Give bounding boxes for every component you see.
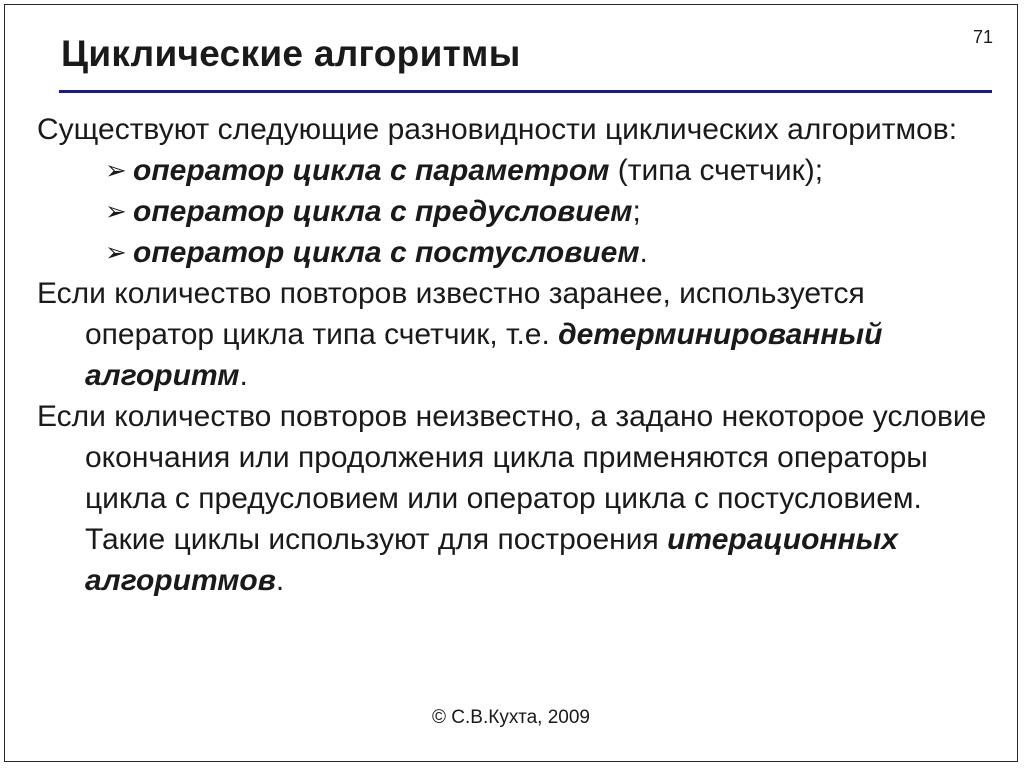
unknown-count-paragraph: [37, 396, 997, 601]
para3-text: Если количество повторов неизвестно, а задано некоторое условие окончания или продолжения цикла применяются операторы цикла с предусловием или оператор цикла с постусловием. Такие циклы используют для построения: [37, 400, 987, 556]
bullet-rest: .: [639, 236, 648, 269]
bullet-emphasis: оператор цикла с постусловием: [133, 236, 640, 269]
para2-text: Если количество повторов известно заранее, используется оператор цикла типа счетчик, т.е.: [37, 277, 865, 351]
title-rule: [59, 90, 992, 93]
para2-emphasis: детерминированный алгоритм: [85, 318, 883, 392]
list-item: [37, 191, 997, 232]
bullet-emphasis: оператор цикла с предусловием: [133, 195, 633, 228]
slide-body: [37, 109, 997, 601]
arrow-bullet-icon: ➢: [105, 196, 127, 226]
slide: [4, 4, 1018, 762]
list-item: [37, 150, 997, 191]
loop-types-list: [37, 150, 997, 273]
known-count-paragraph: [37, 273, 997, 396]
slide-title: Циклические алгоритмы: [61, 33, 521, 74]
intro-text: Существуют следующие разновидности циклических алгоритмов:: [37, 113, 958, 146]
bullet-rest: ;: [632, 195, 641, 228]
footer-copyright: © С.В.Кухта, 2009: [432, 707, 590, 728]
intro-paragraph: [37, 109, 997, 150]
arrow-bullet-icon: ➢: [105, 237, 127, 267]
para3-end: .: [275, 564, 285, 597]
para2-end: .: [239, 359, 248, 392]
para3-emphasis: итерационных алгоритмов: [85, 523, 898, 597]
arrow-bullet-icon: ➢: [105, 155, 127, 185]
list-item: [37, 232, 997, 273]
bullet-rest: (типа счетчик);: [609, 154, 824, 187]
slide-number: 71: [972, 27, 993, 47]
bullet-emphasis: оператор цикла с параметром: [133, 154, 610, 187]
